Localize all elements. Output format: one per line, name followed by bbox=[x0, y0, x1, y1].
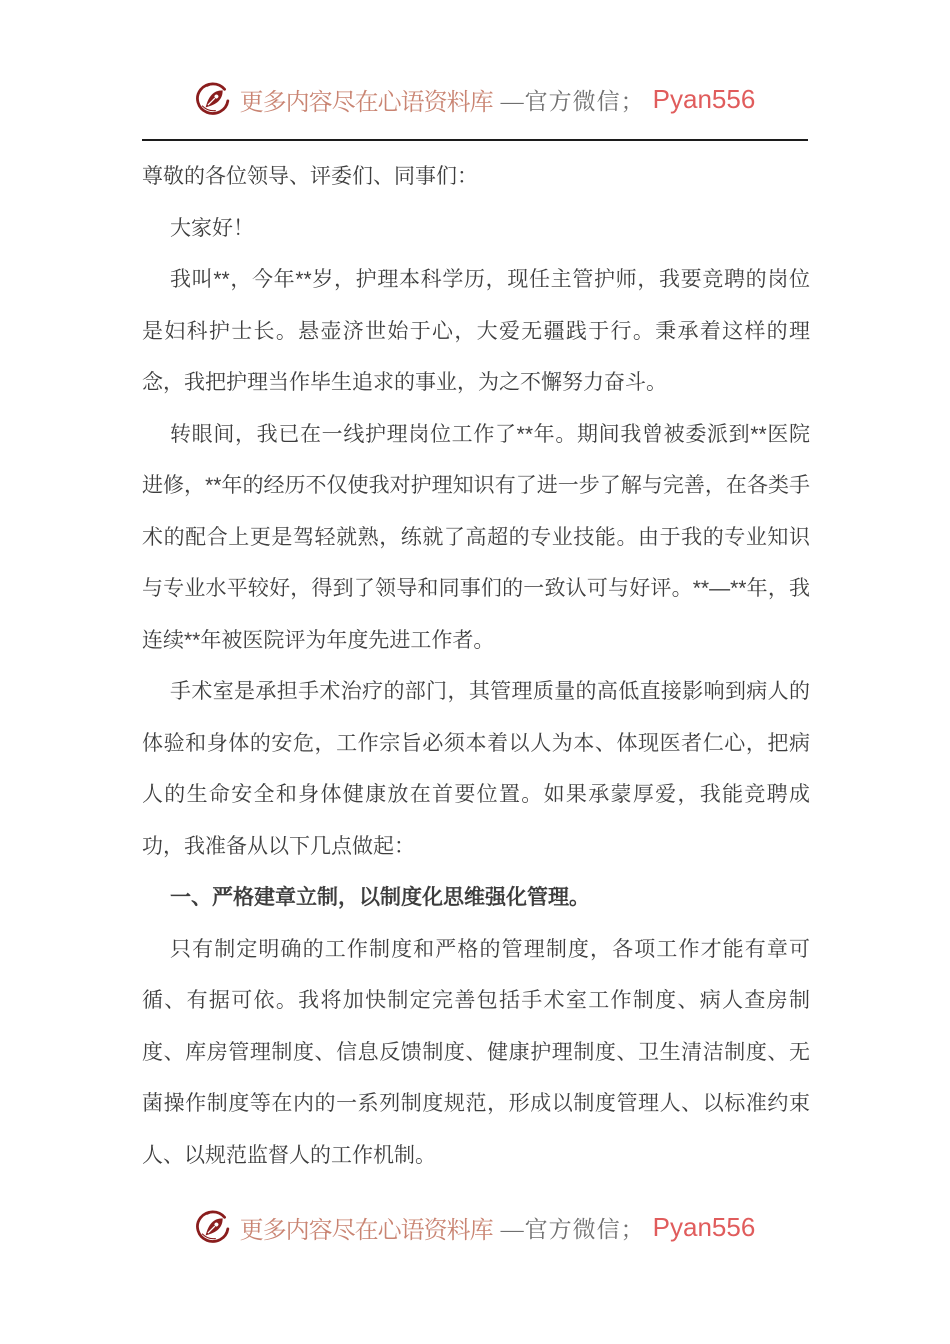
greeting-paragraph: 大家好！ bbox=[170, 216, 254, 240]
header-divider-rule bbox=[142, 139, 808, 141]
measures-paragraph-1: 只有制定明确的工作制度和严格的管理制度，各项工作才能有章可循、有据可依。我将加快制定完善包括手术室工作制度、病人查房制度、库房管理制度、信息反馈制度、健康护理制度、卫生清洁制度、无菌操作制度等在内的一系列制度规范，形成以制度管理人、以标准约束人、以规范监督人的工作机制。 bbox=[142, 937, 810, 1167]
experience-paragraph: 转眼间，我已在一线护理岗位工作了**年。期间我曾被委派到**医院进修，**年的经历不仅使我对护理知识有了进一步了解与完善，在各类手术的配合上更是驾轻就熟，练就了高超的专业技能。由于我的专业知识与专业水平较好，得到了领导和同事们的一致认可与好评。**—**年，我连续**年被医院评为年度先进工作者。 bbox=[142, 422, 810, 652]
document-body bbox=[142, 151, 810, 1181]
watermark-wechat-label: —官方微信； bbox=[500, 1217, 645, 1242]
header-watermark bbox=[0, 80, 950, 119]
watermark-wechat-id: Pyan556 bbox=[652, 1212, 756, 1242]
watermark-brand-text: 更多内容尽在心语资料库 bbox=[239, 1218, 493, 1244]
section-heading-1: 一、严格建章立制，以制度化思维强化管理。 bbox=[170, 886, 590, 909]
footer-watermark bbox=[0, 1208, 950, 1247]
pen-nib-circle-icon bbox=[195, 80, 232, 119]
watermark-wechat-label: —官方微信； bbox=[500, 89, 645, 114]
salutation-line: 尊敬的各位领导、评委们、同事们： bbox=[142, 165, 478, 188]
watermark-wechat-id: Pyan556 bbox=[652, 84, 756, 114]
pen-nib-circle-icon bbox=[195, 1208, 232, 1247]
watermark-brand-text: 更多内容尽在心语资料库 bbox=[239, 90, 493, 116]
role-vision-paragraph: 手术室是承担手术治疗的部门，其管理质量的高低直接影响到病人的体验和身体的安危，工作宗旨必须本着以人为本、体现医者仁心，把病人的生命安全和身体健康放在首要位置。如果承蒙厚爱，我能竞聘成功，我准备从以下几点做起： bbox=[142, 680, 810, 858]
self-intro-paragraph: 我叫**，今年**岁，护理本科学历，现任主管护师，我要竞聘的岗位是妇科护士长。悬壶济世始于心，大爱无疆践于行。秉承着这样的理念，我把护理当作毕生追求的事业，为之不懈努力奋斗。 bbox=[142, 268, 810, 394]
